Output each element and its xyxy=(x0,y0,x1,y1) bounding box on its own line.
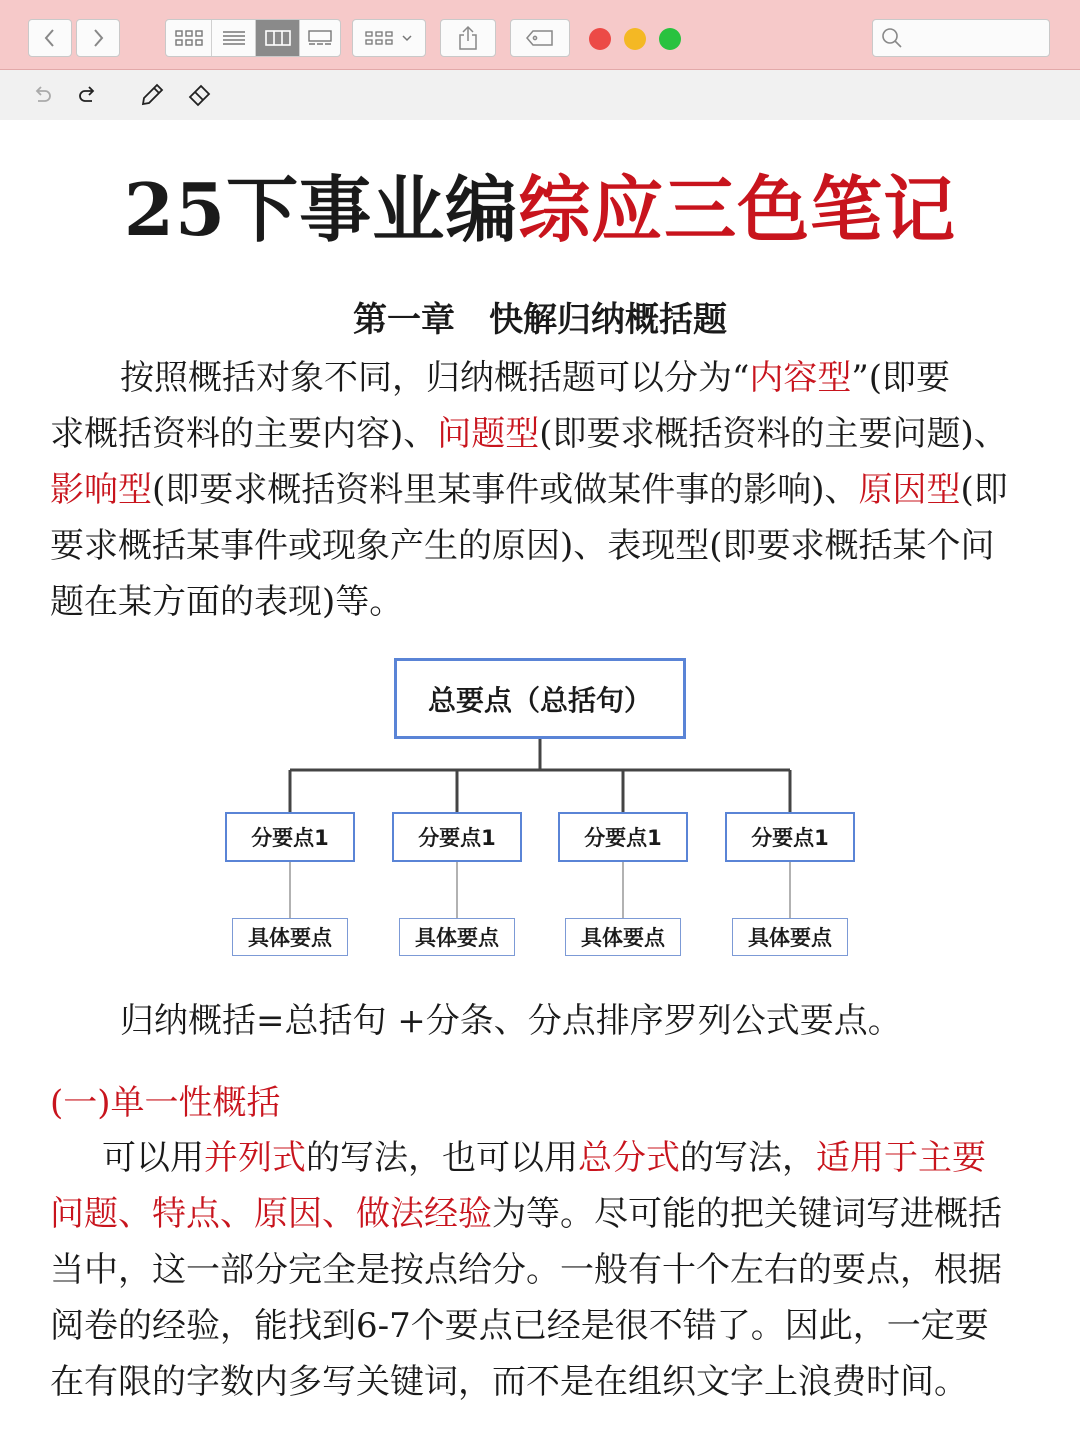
minimize-window-dot[interactable] xyxy=(624,28,646,50)
title-black-part: 25下事业编 xyxy=(123,167,519,252)
text-run: (即 xyxy=(960,470,1008,510)
list-view-button[interactable] xyxy=(212,20,256,56)
leaf-node-4: 具体要点 xyxy=(732,918,848,956)
highlight-cause-type: 原因型 xyxy=(858,470,961,510)
branch-node-2: 分要点1 xyxy=(392,812,522,862)
root-node: 总要点（总括句） xyxy=(394,658,686,739)
highlight-categories: 问题、特点、原因、做法经验 xyxy=(50,1194,492,1234)
chevron-right-icon xyxy=(90,28,106,48)
gallery-view-button[interactable] xyxy=(300,20,340,56)
edit-toolbar xyxy=(0,70,1080,120)
group-by-button[interactable] xyxy=(352,19,426,57)
column-view-button[interactable] xyxy=(256,20,300,56)
branch-node-4: 分要点1 xyxy=(725,812,855,862)
intro-line-4: 要求概括某事件或现象产生的原因)、表现型(即要求概括某个问 xyxy=(50,526,995,566)
view-mode-switcher xyxy=(165,19,341,57)
leaf-node-1: 具体要点 xyxy=(232,918,348,956)
share-icon xyxy=(457,25,479,51)
chapter-heading: 第一章 快解归纳概括题 xyxy=(353,300,727,340)
pencil-icon xyxy=(139,82,165,108)
branch-node-3: 分要点1 xyxy=(558,812,688,862)
forward-button[interactable] xyxy=(76,19,120,57)
pencil-button[interactable] xyxy=(139,82,165,108)
gallery-view-icon xyxy=(306,29,334,47)
share-button[interactable] xyxy=(440,19,496,57)
undo-icon xyxy=(30,83,54,107)
search-input[interactable] xyxy=(872,19,1050,57)
eraser-button[interactable] xyxy=(187,82,213,108)
body-line-3: 当中，这一部分完全是按点给分。一般有十个左右的要点，根据 xyxy=(50,1250,1002,1290)
column-view-icon xyxy=(264,29,292,47)
highlight-impact-type: 影响型 xyxy=(50,470,152,510)
text-run: 的写法， xyxy=(680,1138,816,1178)
intro-line-1 xyxy=(50,350,1030,406)
group-by-icon xyxy=(364,29,394,47)
highlight-content-type: 内容型 xyxy=(749,358,852,398)
close-window-dot[interactable] xyxy=(589,28,611,50)
search-icon xyxy=(880,26,904,50)
text-run: 按照概括对象不同，归纳概括题可以分为“ xyxy=(120,358,750,398)
undo-button[interactable] xyxy=(29,82,55,108)
window-toolbar xyxy=(0,0,1080,70)
intro-line-2 xyxy=(50,406,1030,462)
intro-line-5: 题在某方面的表现)等。 xyxy=(50,582,404,622)
title-red-part: 综应三色笔记 xyxy=(518,167,957,252)
leaf-node-2: 具体要点 xyxy=(399,918,515,956)
list-view-icon xyxy=(221,29,247,47)
eraser-icon xyxy=(187,82,213,108)
summary-formula: 归纳概括=总括句 +分条、分点排序罗列公式要点。 xyxy=(120,1001,902,1041)
redo-icon xyxy=(76,83,100,107)
body-line-1 xyxy=(50,1130,1030,1186)
intro-paragraph xyxy=(50,350,1030,630)
grid-view-button[interactable] xyxy=(166,20,212,56)
branch-node-1: 分要点1 xyxy=(225,812,355,862)
text-run: 的写法，也可以用 xyxy=(306,1138,578,1178)
leaf-node-3: 具体要点 xyxy=(565,918,681,956)
highlight-parallel: 并列式 xyxy=(204,1138,306,1178)
body-line-5: 在有限的字数内多写关键词，而不是在组织文字上浪费时间。 xyxy=(50,1362,968,1402)
highlight-general-specific: 总分式 xyxy=(578,1138,680,1178)
body-paragraph xyxy=(50,1130,1030,1410)
text-run: (即要求概括资料的主要问题)、 xyxy=(539,414,1008,454)
redo-button[interactable] xyxy=(75,82,101,108)
text-run: ”(即要 xyxy=(851,358,951,398)
text-run: 求概括资料的主要内容)、 xyxy=(50,414,438,454)
chevron-down-icon xyxy=(400,31,414,45)
body-line-2 xyxy=(50,1186,1030,1242)
tag-icon xyxy=(525,29,555,47)
document-title xyxy=(0,167,1080,252)
grid-view-icon xyxy=(174,29,204,47)
back-button[interactable] xyxy=(28,19,72,57)
text-run: 为等。尽可能的把关键词写进概括 xyxy=(492,1194,1002,1234)
chevron-left-icon xyxy=(42,28,58,48)
highlight-problem-type: 问题型 xyxy=(437,414,540,454)
zoom-window-dot[interactable] xyxy=(659,28,681,50)
highlight-applicable: 适用于主要 xyxy=(816,1138,986,1178)
body-line-4: 阅卷的经验，能找到6-7个要点已经是很不错了。因此，一定要 xyxy=(50,1306,989,1346)
text-run: 可以用 xyxy=(102,1138,204,1178)
intro-line-3 xyxy=(50,462,1030,518)
section-heading: (一)单一性概括 xyxy=(50,1083,281,1123)
tag-button[interactable] xyxy=(510,19,570,57)
text-run: (即要求概括资料里某事件或做某件事的影响)、 xyxy=(152,470,859,510)
